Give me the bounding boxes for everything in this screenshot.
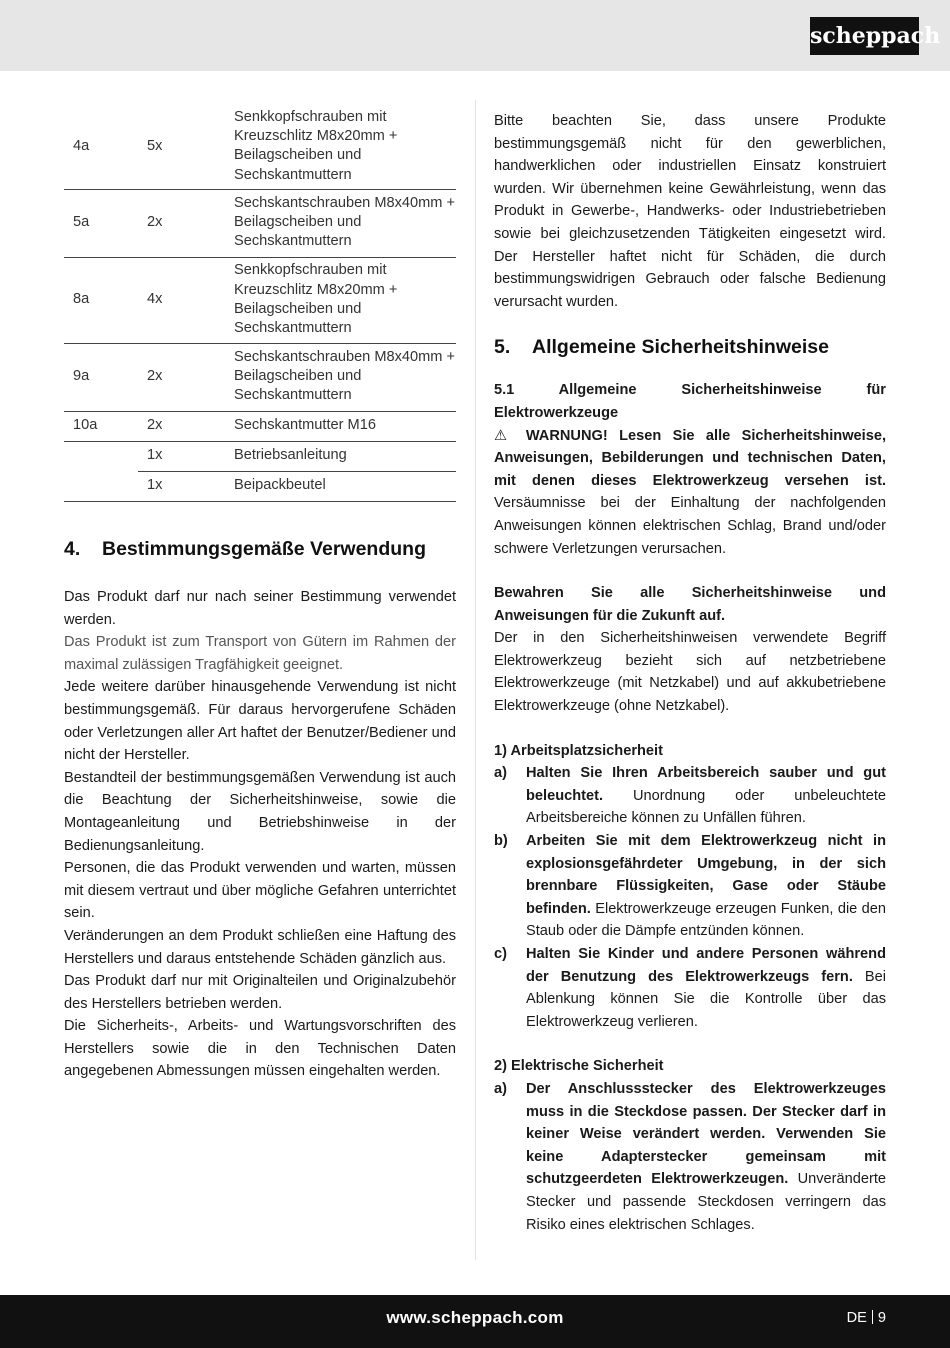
list-plain-text: Unordnung oder unbeleuchtete Arbeitsbereiche können zu Unfällen führen. — [526, 787, 886, 827]
section-4-heading — [64, 537, 456, 561]
table-cell-desc: Sechskantschrauben M8x40mm + Beilagscheiben und Sechskantmuttern — [234, 189, 456, 257]
page-number: 9 — [877, 1310, 886, 1326]
table-row — [64, 343, 456, 411]
list-label: c) — [494, 946, 507, 962]
section-number: 5. — [494, 336, 511, 359]
list-bold-text: Arbeiten Sie mit dem Elektrowerkzeug nicht in explosionsgefährdeter Umgebung, in der sich brennbare Flüssigkeiten, Gase oder Stäube befinden. — [526, 833, 886, 917]
table-cell-desc: Sechskantmutter M16 — [234, 411, 456, 441]
table-cell-pos: 8a — [64, 257, 138, 343]
warning-bold-text: WARNUNG! Lesen Sie alle Sicherheitshinweise, Anweisungen, Bebilderungen und technischen Daten, mit denen dieses Elektrowerkzeug versehen ist. — [494, 427, 887, 489]
subsection-heading: 2) Elektrische Sicherheit — [494, 1058, 664, 1075]
list-text — [526, 943, 886, 1033]
list-bold-text: Der Anschlussstecker des Elektrowerkzeuges muss in die Steckdose passen. Der Stecker darf in keiner Weise verändert werden. Verwenden Sie keine Adapterstecker gemeinsam mit schutzgeerdeten Elektrowerkzeugen. — [526, 1080, 886, 1188]
intro-paragraph: Bitte beachten Sie, dass unsere Produkte bestimmungsgemäß nicht für den gewerblichen, handwerklichen oder industriellen Einsatz konstruiert wurden. Wir übernehmen keine Gewährleistung, wenn das Produkt in Gewerbe-, Handwerks- oder Industriebetrieben sowie bei gleichzusetzenden Tätigkeiten eingesetzt wird. Der Hersteller haftet nicht für Schäden, die durch bestimmungswidrigen Gebrauch oder falsche Bedienung verursacht wurden. — [494, 113, 886, 310]
warning-text: Versäumnisse bei der Einhaltung der nachfolgenden Anweisungen können elektrischen Schlag, Brand und/oder schwere Verletzungen verursachen. — [494, 495, 886, 557]
table-cell-pos: 10a — [64, 411, 138, 441]
parts-table — [64, 105, 456, 502]
table-cell-pos — [64, 471, 138, 501]
table-cell-qty: 5x — [138, 105, 234, 189]
section-4 — [64, 537, 456, 1083]
table-row — [64, 189, 456, 257]
page-separator — [872, 1310, 873, 1324]
language-code: DE — [846, 1310, 867, 1326]
list-text — [526, 830, 886, 943]
table-cell-pos — [64, 441, 138, 471]
section-title: Allgemeine Sicherheitshinweise — [532, 336, 829, 359]
table-cell-qty: 2x — [138, 411, 234, 441]
keep-instructions-heading: Bewahren Sie alle Sicherheitshinweise und Anweisungen für die Zukunft auf. — [494, 585, 886, 624]
table-row — [64, 411, 456, 441]
list-plain-text: Bei Ablenkung können Sie die Kontrolle über das Elektrowerkzeug verlieren. — [526, 968, 887, 1030]
paragraph: Der in den Sicherheitshinweisen verwendete Begriff Elektrowerkzeug bezieht sich auf netzbetriebene Elektrowerkzeuge (mit Netzkabel) und auf akkubetriebene Elektrowerkzeuge (ohne Netzkabel). — [494, 630, 886, 715]
list-text — [526, 762, 886, 830]
paragraph: Das Produkt darf nur mit Originalteilen und Originalzubehör des Herstellers betrieben werden. — [64, 973, 456, 1012]
list-item — [494, 943, 886, 1033]
footer-band — [0, 1295, 950, 1348]
list-label: a) — [494, 1080, 507, 1097]
section-title: Bestimmungsgemäße Verwendung — [102, 538, 426, 560]
table-row — [64, 471, 456, 501]
table-row — [64, 441, 456, 471]
warning-paragraph — [494, 425, 886, 561]
table-cell-desc: Betriebsanleitung — [234, 441, 456, 471]
table-row — [64, 105, 456, 189]
list-item — [494, 830, 886, 943]
table-cell-qty: 1x — [138, 441, 234, 471]
footer-website-link[interactable]: www.scheppach.com — [386, 1308, 564, 1327]
paragraph: Das Produkt darf nur nach seiner Bestimmung verwendet werden. — [64, 589, 456, 628]
list-label: a) — [494, 765, 507, 782]
footer-page-indicator — [847, 1295, 886, 1341]
table-cell-qty: 2x — [138, 189, 234, 257]
table-cell-desc: Senkkopfschrauben mit Kreuzschlitz M8x20mm + Beilagscheiben und Sechskantmuttern — [234, 105, 456, 189]
paragraph: Jede weitere darüber hinausgehende Verwendung ist nicht bestimmungsgemäß. Für daraus hervorgerufene Schäden oder Verletzungen aller Art haftet der Benutzer/Bediener und nicht der Hersteller. — [64, 679, 456, 764]
list-bold-text: Halten Sie Kinder und andere Personen während der Benutzung des Elektrowerkzeugs fern. — [526, 946, 886, 985]
table-cell-qty: 4x — [138, 257, 234, 343]
subsection-heading: 1) Arbeitsplatzsicherheit — [494, 742, 663, 759]
table-cell-desc: Sechskantschrauben M8x40mm + Beilagscheiben und Sechskantmuttern — [234, 343, 456, 411]
list-item — [494, 1078, 886, 1236]
section-number: 4. — [64, 538, 81, 560]
table-row — [64, 257, 456, 343]
table-cell-qty: 2x — [138, 343, 234, 411]
list-label: b) — [494, 833, 508, 850]
list-plain-text: Elektrowerkzeuge erzeugen Funken, die den Staub oder die Dämpfe entzünden können. — [526, 900, 886, 940]
header-band — [0, 0, 950, 71]
table-cell-desc: Beipackbeutel — [234, 471, 456, 501]
table-cell-desc: Senkkopfschrauben mit Kreuzschlitz M8x20mm + Beilagscheiben und Sechskantmuttern — [234, 257, 456, 343]
list-plain-text: Unveränderte Stecker und passende Steckdosen verringern das Risiko eines elektrischen Schlages. — [526, 1171, 887, 1233]
table-cell-qty: 1x — [138, 471, 234, 501]
section-5-heading — [494, 335, 886, 359]
list-text — [526, 1078, 886, 1236]
column-divider — [475, 100, 476, 1260]
list-item — [494, 762, 886, 830]
warning-icon: ⚠ — [494, 427, 515, 444]
table-cell-pos: 4a — [64, 105, 138, 189]
paragraph: Veränderungen an dem Produkt schließen eine Haftung des Herstellers und daraus entstehende Schäden gänzlich aus. — [64, 927, 456, 967]
table-cell-pos: 5a — [64, 189, 138, 257]
list-bold-text: Halten Sie Ihren Arbeitsbereich sauber und gut beleuchtet. — [526, 765, 886, 804]
paragraph: Personen, die das Produkt verwenden und warten, müssen mit diesem vertraut und über mögliche Gefahren unterrichtet sein. — [64, 860, 456, 922]
scheppach-logo: scheppach — [810, 17, 919, 55]
paragraph: Bestandteil der bestimmungsgemäßen Verwendung ist auch die Beachtung der Sicherheitshinweise, sowie die Montageanleitung und Betriebshinweise in der Bedienungsanleitung. — [64, 769, 456, 854]
paragraph: Das Produkt ist zum Transport von Gütern im Rahmen der maximal zulässigen Tragfähigkeit geeignet. — [64, 634, 456, 673]
table-cell-pos: 9a — [64, 343, 138, 411]
paragraph: Die Sicherheits-, Arbeits- und Wartungsvorschriften des Herstellers sowie die in den Technischen Daten angegebenen Abmessungen müssen eingehalten werden. — [64, 1018, 456, 1080]
subsection-heading: 5.1 Allgemeine Sicherheitshinweise für Elektrowerkzeuge — [494, 382, 886, 421]
right-column — [494, 110, 886, 1236]
